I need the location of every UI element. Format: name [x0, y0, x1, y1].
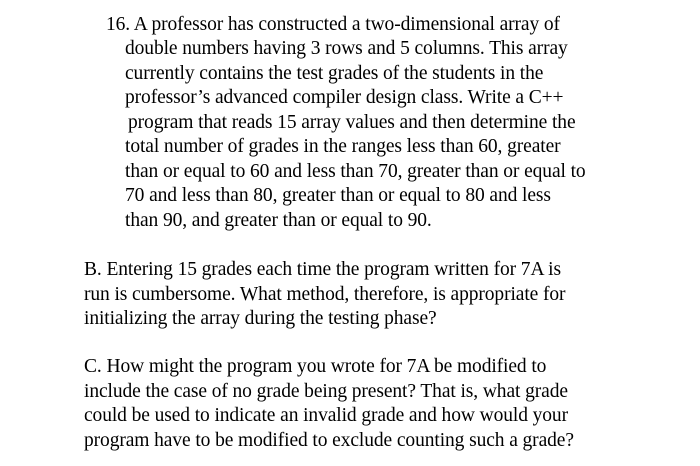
question-16-line: total number of grades in the ranges less than 60, greater [125, 136, 561, 157]
question-b-line: B. Entering 15 grades each time the program written for 7A is [84, 259, 561, 280]
question-16-line: professor’s advanced compiler design class. Write a C++ [125, 87, 564, 108]
question-c-line: could be used to indicate an invalid grade and how would your [84, 405, 568, 426]
question-16-line: program that reads 15 array values and then determine the [128, 112, 576, 133]
question-16-line: than 90, and greater than or equal to 90. [125, 210, 432, 231]
question-c-line: C. How might the program you wrote for 7A be modified to [84, 356, 547, 377]
question-16-line: than or equal to 60 and less than 70, greater than or equal to [125, 161, 586, 182]
question-c-line: program have to be modified to exclude counting such a grade? [84, 430, 574, 451]
question-c-line: include the case of no grade being present? That is, what grade [84, 381, 568, 402]
question-16-line: 16. A professor has constructed a two-dimensional array of [106, 14, 560, 35]
question-b-line: initializing the array during the testing phase? [84, 308, 437, 329]
question-b-line: run is cumbersome. What method, therefore, is appropriate for [84, 284, 566, 305]
question-16-line: currently contains the test grades of the students in the [125, 63, 544, 84]
question-16-line: double numbers having 3 rows and 5 columns. This array [125, 38, 568, 59]
question-16-line: 70 and less than 80, greater than or equal to 80 and less [125, 185, 551, 206]
